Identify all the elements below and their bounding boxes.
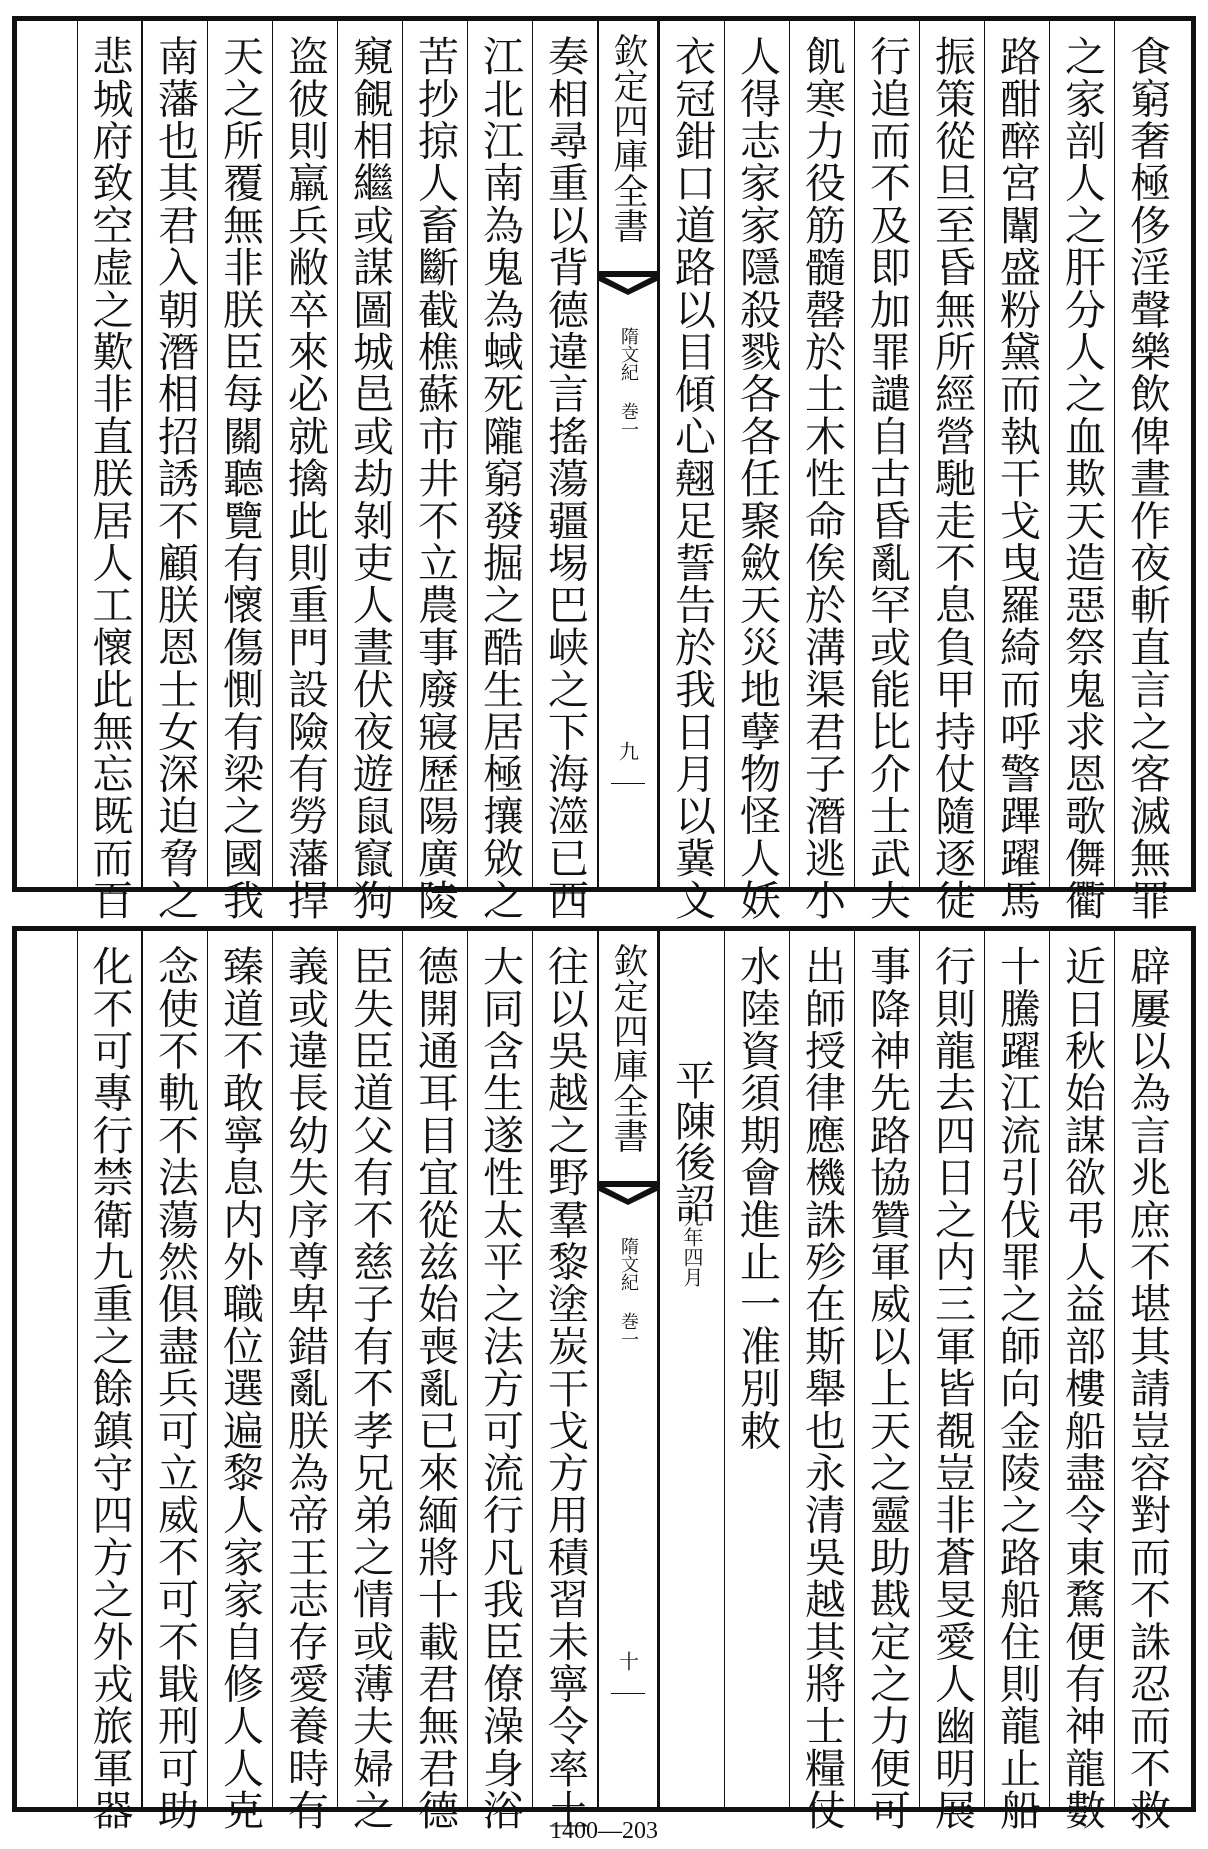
text-column — [77, 931, 142, 1832]
center-title: 欽定四庫全書 — [608, 33, 648, 243]
column-text: 往以吳越之野羣黎塗炭干戈方用積習未寧令率土 — [541, 945, 589, 1832]
footer-page-code: 1400—203 — [550, 1818, 658, 1844]
center-title: 欽定四庫全書 — [608, 943, 648, 1153]
text-column — [532, 21, 597, 922]
column-text: 化不可專行禁衛九重之餘鎮守四方之外戎旅軍器 — [85, 945, 134, 1832]
text-column — [77, 21, 142, 922]
text-column — [337, 931, 402, 1832]
text-column — [337, 21, 402, 922]
text-column — [854, 21, 919, 922]
column-text: 天之所覆無非朕臣每關聽覽有懷傷惻有梁之國我 — [216, 35, 264, 922]
column-text: 行則龍去四日之内三軍皆覩豈非蒼旻愛人幽明展 — [928, 945, 976, 1832]
column-text: 水陸資須期會進止一准別敕 — [733, 945, 781, 1452]
column-text: 十騰躍江流引伐罪之師向金陵之路船住則龍止船 — [993, 945, 1041, 1832]
column-text: 之家剖人之肝分人之血欺天造惡祭鬼求恩歌儛衢 — [1058, 35, 1106, 922]
text-column — [207, 21, 272, 922]
text-column — [919, 21, 984, 922]
column-text: 辟屢以為言兆庶不堪其請豈容對而不誅忍而不救 — [1123, 945, 1171, 1832]
column-text: 義或違長幼失序尊卑錯亂朕為帝王志存愛養時有 — [281, 945, 329, 1832]
fish-tail-mark — [599, 271, 657, 297]
center-column — [597, 21, 659, 887]
text-column — [467, 931, 532, 1832]
column-text: 食窮奢極侈淫聲樂飲俾晝作夜斬直言之客滅無罪 — [1123, 35, 1171, 922]
column-text: 盗彼則羸兵敝卒來必就擒此則重門設險有勞藩捍 — [281, 35, 329, 922]
text-column — [854, 931, 919, 1832]
center-divider — [611, 1693, 645, 1694]
text-column — [984, 21, 1049, 922]
column-text: 窺覦相繼或謀圖城邑或劫剝吏人晝伏夜遊鼠竄狗 — [346, 35, 394, 922]
column-text: 路酣醉宮闈盛粉黛而執干戈曳羅綺而呼警蹕躍馬 — [993, 35, 1041, 922]
column-text: 出師授律應機誅殄在斯舉也永清吳越其將士糧仗 — [798, 945, 846, 1832]
text-column — [789, 931, 854, 1832]
text-column — [207, 931, 272, 1832]
center-volume: 隋文紀 巻一 — [618, 327, 639, 438]
text-column — [724, 21, 789, 922]
text-column — [142, 931, 207, 1832]
text-column — [142, 21, 207, 922]
column-text: 臻道不敢寧息内外職位選遍黎人家家自修人人克 — [216, 945, 264, 1832]
column-text: 悲城府致空虚之歎非直朕居人工懷此無忘既而百 — [85, 35, 134, 922]
section-title-column — [659, 931, 724, 1807]
column-text: 近日秋始謀欲弔人益部樓船盡令東騖便有神龍數 — [1058, 945, 1106, 1832]
text-column — [724, 931, 789, 1807]
text-column — [659, 21, 724, 922]
text-column — [919, 931, 984, 1832]
center-column — [597, 931, 659, 1807]
fish-tail-mark — [599, 1181, 657, 1207]
column-text: 人得志家家隱殺戮各各任聚斂天災地孽物怪人妖 — [733, 35, 781, 922]
center-page-number: 九 — [615, 741, 640, 761]
center-volume: 隋文紀 巻一 — [618, 1237, 639, 1348]
text-column — [1049, 21, 1114, 922]
column-text: 飢寒力役筋髓罄於土木性命俟於溝渠君子潛逃小 — [798, 35, 846, 922]
text-column — [1114, 931, 1179, 1832]
column-text: 行追而不及即加罪譴自古昏亂罕或能比介士武夫 — [863, 35, 911, 922]
text-column — [467, 21, 532, 922]
text-column — [984, 931, 1049, 1832]
text-column — [402, 931, 467, 1832]
column-text: 念使不軌不法蕩然俱盡兵可立威不可不戢刑可助 — [151, 945, 199, 1832]
center-divider — [611, 783, 645, 784]
section-date: 九年四月 — [680, 1207, 704, 1287]
text-column — [272, 931, 337, 1832]
column-text: 江北江南為鬼為蜮死隴窮發掘之酷生居極攘敓之 — [476, 35, 524, 922]
column-text: 奏相尋重以背德違言搖蕩疆埸巴峡之下海澨已西 — [541, 35, 589, 922]
column-text: 南藩也其君入朝潛相招誘不顧朕恩士女深迫脅之 — [151, 35, 199, 922]
column-text: 事降神先路協贊軍威以上天之靈助戡定之力便可 — [863, 945, 911, 1832]
center-page-number: 十 — [615, 1651, 640, 1671]
text-column — [1114, 21, 1179, 922]
text-column — [402, 21, 467, 922]
column-text: 臣失臣道父有不慈子有不孝兄弟之情或薄夫婦之 — [346, 945, 394, 1832]
text-column — [789, 21, 854, 922]
top-page — [12, 16, 1196, 922]
column-text: 衣冠鉗口道路以目傾心翹足誓告於我日月以冀文 — [668, 35, 716, 922]
top-text-columns — [29, 21, 1179, 922]
text-column — [272, 21, 337, 922]
column-text: 振策從旦至昏無所經營馳走不息負甲持仗隨逐徒 — [928, 35, 976, 922]
column-text: 大同含生遂性太平之法方可流行凡我臣僚澡身浴 — [476, 945, 524, 1832]
column-text: 苦抄掠人畜斷截樵蘇市井不立農事廢寢歷陽廣陵 — [411, 35, 459, 922]
text-column — [1049, 931, 1114, 1832]
section-title: 平陳後詔 — [668, 1059, 716, 1223]
text-column — [532, 931, 597, 1832]
column-text: 德開通耳目宜從兹始喪亂已來緬將十載君無君德 — [411, 945, 459, 1832]
